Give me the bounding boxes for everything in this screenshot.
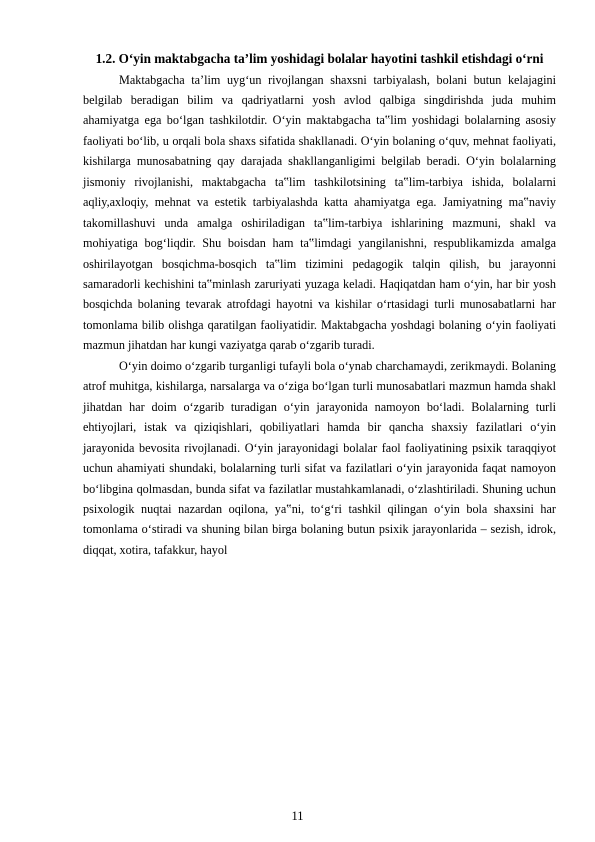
page-content xyxy=(83,49,556,560)
paragraph: O‘yin doimo o‘zgarib turganligi tufayli bola o‘ynab charchamaydi, zerikmaydi. Bolaning atrof muhitga, kishilarga, narsalarga va o‘ziga bo‘lgan turli munosabatlari mazmun hamda shakl jihatdan har doim o‘zgarib turadigan o‘yin jarayonida namoyon bo‘ladi. Bolalarning turli ehtiyojlari, istak va qiziqishlari, qobiliyatlari hamda bir qancha shaxsiy fazilatlari o‘yin jarayonida bevosita rivojlanadi. O‘yin jarayonidagi bolalar faol faoliyatining psixik taraqqiyot uchun ahamiyati shundaki, bolalarning turli sifat va fazilatlari o‘yin jarayonida faqat namoyon bo‘libgina qolmasdan, bunda sifat va fazilatlar mustahkamlanadi, o‘zlashtiriladi. Shuning uchun psixologik nuqtai nazardan oqilona, ya‟ni, to‘g‘ri tashkil qilingan o‘yin bola shaxsini har tomonlama o‘stiradi va shuning bilan birga bolaning butun psixik jarayonlarida – sezish, idrok, diqqat, xotira, tafakkur, hayol xyxy=(83,358,556,557)
section-heading: 1.2. O‘yin maktabgacha ta’lim yoshidagi bolalar hayotini tashkil etishdagi o‘rni xyxy=(95,51,544,66)
paragraph: Maktabgacha ta’lim uyg‘un rivojlangan shaxsni tarbiyalash, bolani butun kelajagini belgilab beradigan bilim va qadriyatlarni yosh avlod qalbiga singdirishda juda muhim ahamiyatga ega bo‘lgan tashkilotdir. O‘yin maktabgacha ta‟lim yoshidagi bolalarning asosiy faoliyati bo‘lib, u orqali bola shaxs sifatida shakllanadi. O‘yin bolaning o‘quv, mehnat faoliyati, kishilarga munosabatning qay darajada shakllanganligimi belgilab beradi. O‘yin bolalarning jismoniy rivojlanishi, maktabgacha ta‟lim tashkilotsining ta‟lim-tarbiya ishida, bolalarni aqliy,axloqiy, mehnat va estetik tarbiyalashda katta ahamiyatga ega. Jamiyatning ma‟naviy takomillashuvi unda amalga oshiriladigan ta‟lim-tarbiya ishlarining mazmuni, shakl va mohiyatiga bog‘liqdir. Shu boisdan ham ta‟limdagi yangilanishni, respublikamizda amalga oshirilayotgan bosqichma-bosqich ta‟lim tizimini pedagogik talqin qilish, bu jarayonni samaradorli kechishini ta‟minlash zaruriyati yuzaga keladi. Haqiqatdan ham o‘yin, har bir yosh bosqichda bolaning tevarak atrofdagi hayotni va kishilar o‘rtasidagi turli munosabatlarni har tomonlama bilib olishga qaratilgan faoliyatidir. Maktabgacha yoshdagi bolaning o‘yin faoliyati mazmun jihatdan har kungi vaziyatga qarab o‘zgarib turadi. xyxy=(83,72,556,353)
page-number: 11 xyxy=(291,809,304,823)
